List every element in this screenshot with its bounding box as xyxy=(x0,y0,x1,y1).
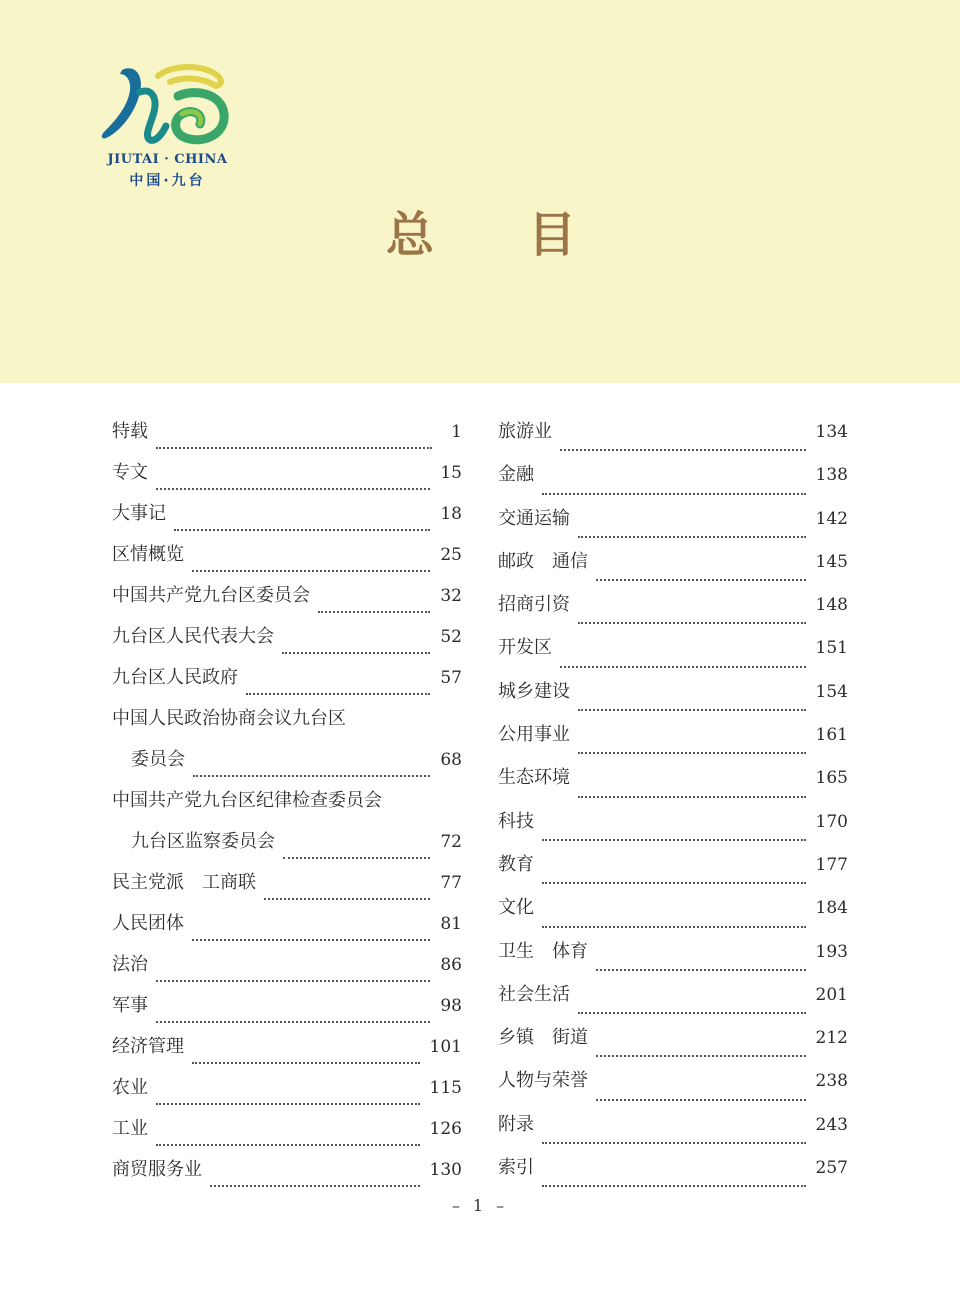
toc-entry-page: 257 xyxy=(815,1158,848,1179)
toc-entry-page: 57 xyxy=(440,668,462,688)
toc-entry-label: 卫生 体育 xyxy=(498,940,588,962)
toc-entry[interactable] xyxy=(112,947,462,988)
toc-entry[interactable] xyxy=(498,760,848,803)
toc-entry-page: 15 xyxy=(440,463,462,483)
toc-entry[interactable] xyxy=(498,717,848,760)
toc-leader-dots xyxy=(156,488,430,490)
toc-entry[interactable] xyxy=(498,414,848,457)
toc-leader-dots xyxy=(192,570,430,572)
toc-entry[interactable] xyxy=(112,742,462,783)
toc-leader-dots xyxy=(578,796,806,798)
toc-leader-dots xyxy=(596,1099,806,1101)
toc-entry[interactable] xyxy=(112,496,462,537)
toc-leader-dots xyxy=(174,529,430,531)
toc-entry[interactable] xyxy=(112,824,462,865)
toc-entry[interactable] xyxy=(498,847,848,890)
toc-leader-dots xyxy=(578,709,806,711)
toc-entry[interactable] xyxy=(112,1029,462,1070)
toc-entry[interactable] xyxy=(112,1152,462,1193)
toc-entry-page: 32 xyxy=(440,586,462,606)
toc-leader-dots xyxy=(542,493,806,495)
toc-leader-dots xyxy=(578,1012,806,1014)
toc-entry-label: 教育 xyxy=(498,853,534,875)
toc-leader-dots xyxy=(596,969,806,971)
toc-leader-dots xyxy=(156,1021,430,1023)
toc-leader-dots xyxy=(282,652,430,654)
toc-leader-dots xyxy=(578,622,806,624)
toc-leader-dots xyxy=(193,775,430,777)
toc-leader-dots xyxy=(560,666,806,668)
toc-entry-page: 161 xyxy=(815,725,848,746)
toc-entry-label: 附录 xyxy=(498,1113,534,1135)
toc-entry[interactable] xyxy=(112,783,462,824)
toc-entry-label: 九台区监察委员会 xyxy=(131,831,275,852)
toc-entry-page: 18 xyxy=(440,504,462,524)
toc-entry-page: 201 xyxy=(815,984,848,1005)
toc-entry-page: 238 xyxy=(815,1071,848,1092)
toc-entry-page: 170 xyxy=(815,811,848,832)
toc-entry[interactable] xyxy=(112,455,462,496)
toc-entry-label: 中国共产党九台区委员会 xyxy=(112,585,310,606)
page-number: – 1 – xyxy=(451,1196,509,1215)
toc-entry-label: 中国共产党九台区纪律检查委员会 xyxy=(112,790,382,811)
toc-entry-label: 生态环境 xyxy=(498,767,570,789)
toc-entry[interactable] xyxy=(498,674,848,717)
toc-entry-page: 212 xyxy=(815,1028,848,1049)
toc-entry-label: 特载 xyxy=(112,421,148,442)
toc-entry-label: 开发区 xyxy=(498,637,552,659)
toc-entry[interactable] xyxy=(112,578,462,619)
toc-entry-label: 社会生活 xyxy=(498,983,570,1005)
toc-entry[interactable] xyxy=(498,890,848,933)
toc-entry-page: 101 xyxy=(429,1037,462,1057)
toc-entry-label: 交通运输 xyxy=(498,507,570,529)
toc-entry-label: 工业 xyxy=(112,1118,148,1139)
toc-entry-page: 115 xyxy=(429,1078,462,1098)
toc-entry-label: 乡镇 街道 xyxy=(498,1027,588,1049)
toc-entry-page: 77 xyxy=(440,873,462,893)
toc-leader-dots xyxy=(156,1103,420,1105)
toc-leader-dots xyxy=(318,611,430,613)
toc-leader-dots xyxy=(283,857,430,859)
logo-chinese-text: 中国·九台 xyxy=(129,173,206,189)
toc-entry-label: 专文 xyxy=(112,462,148,483)
toc-entry-page: 98 xyxy=(440,996,462,1016)
toc-entry-page: 126 xyxy=(429,1119,462,1139)
toc-entry-label: 邮政 通信 xyxy=(498,550,588,572)
toc-entry-page: 142 xyxy=(815,508,848,529)
toc-entry-page: 72 xyxy=(440,832,462,852)
toc-entry-page: 151 xyxy=(815,638,848,659)
toc-entry-page: 25 xyxy=(440,545,462,565)
toc-leader-dots xyxy=(596,579,806,581)
toc-entry-label: 农业 xyxy=(112,1077,148,1098)
toc-entry[interactable] xyxy=(112,1070,462,1111)
toc-entry[interactable] xyxy=(112,1111,462,1152)
toc-entry-page: 184 xyxy=(815,898,848,919)
toc-entry-page: 154 xyxy=(815,681,848,702)
toc-entry-label: 中国人民政治协商会议九台区 xyxy=(112,708,346,729)
toc-entry[interactable] xyxy=(498,1063,848,1106)
toc-entry[interactable] xyxy=(112,660,462,701)
toc-entry-label: 金融 xyxy=(498,464,534,486)
toc-entry-label: 人民团体 xyxy=(112,913,184,934)
toc-entry-page: 130 xyxy=(429,1160,462,1180)
toc-entry-page: 193 xyxy=(815,941,848,962)
toc-entry-label: 科技 xyxy=(498,810,534,832)
toc-leader-dots xyxy=(192,939,430,941)
toc-entry-label: 民主党派 工商联 xyxy=(112,872,256,893)
toc-entry-page: 177 xyxy=(815,854,848,875)
toc-entry[interactable] xyxy=(498,630,848,673)
page-title-char-1: 总 xyxy=(386,207,435,263)
toc-entry-label: 九台区人民政府 xyxy=(112,667,238,688)
toc-leader-dots xyxy=(596,1055,806,1057)
toc-entry-label: 城乡建设 xyxy=(498,680,570,702)
toc-entry[interactable] xyxy=(498,501,848,544)
toc-entry[interactable] xyxy=(112,701,462,742)
toc-entry-label: 索引 xyxy=(498,1157,534,1179)
toc-entry-page: 165 xyxy=(815,768,848,789)
toc-entry-page: 52 xyxy=(440,627,462,647)
toc-entry[interactable] xyxy=(498,457,848,500)
toc-leader-dots xyxy=(156,980,430,982)
toc-entry-page: 138 xyxy=(815,465,848,486)
toc-entry-label: 九台区人民代表大会 xyxy=(112,626,274,647)
toc-entry-label: 招商引资 xyxy=(498,594,570,616)
toc-leader-dots xyxy=(542,882,806,884)
toc-leader-dots xyxy=(192,1062,420,1064)
toc-leader-dots xyxy=(156,447,432,449)
toc-entry-page: 1 xyxy=(451,422,462,442)
toc-entry[interactable] xyxy=(498,1150,848,1193)
toc-entry-page: 81 xyxy=(440,914,462,934)
toc-entry[interactable] xyxy=(498,1107,848,1150)
toc-entry-page: 134 xyxy=(815,422,848,442)
toc-entry[interactable] xyxy=(112,414,462,455)
toc-entry-page: 68 xyxy=(440,750,462,770)
page-title-char-2: 目 xyxy=(527,207,576,263)
toc-entry-label: 经济管理 xyxy=(112,1036,184,1057)
toc-entry-label: 军事 xyxy=(112,995,148,1016)
toc-leader-dots xyxy=(578,536,806,538)
toc-left-column xyxy=(112,414,462,1193)
toc-entry-label: 大事记 xyxy=(112,503,166,524)
toc-leader-dots xyxy=(560,449,806,451)
jiutai-logo xyxy=(100,62,235,192)
toc-entry[interactable] xyxy=(498,934,848,977)
toc-entry[interactable] xyxy=(112,537,462,578)
toc-entry[interactable] xyxy=(112,865,462,906)
toc-leader-dots xyxy=(578,752,806,754)
toc-entry-label: 文化 xyxy=(498,897,534,919)
jiutai-logo-mark-icon xyxy=(100,62,235,152)
toc-entry-page: 145 xyxy=(815,551,848,572)
toc-entry[interactable] xyxy=(112,906,462,947)
logo-english-text: JIUTAI · CHINA xyxy=(107,152,228,167)
toc-leader-dots xyxy=(264,898,430,900)
toc-entry-page: 148 xyxy=(815,595,848,616)
toc-entry[interactable] xyxy=(498,977,848,1020)
toc-leader-dots xyxy=(156,1144,420,1146)
page-title xyxy=(386,205,576,265)
toc-entry-label: 商贸服务业 xyxy=(112,1159,202,1180)
toc-entry-page: 86 xyxy=(440,955,462,975)
toc-entry[interactable] xyxy=(498,587,848,630)
toc-entry[interactable] xyxy=(498,804,848,847)
toc-entry-label: 委员会 xyxy=(131,749,185,770)
toc-leader-dots xyxy=(542,1185,806,1187)
toc-leader-dots xyxy=(246,693,430,695)
toc-entry-label: 区情概览 xyxy=(112,544,184,565)
toc-entry-page: 243 xyxy=(815,1114,848,1135)
toc-entry[interactable] xyxy=(498,1020,848,1063)
toc-entry-label: 旅游业 xyxy=(498,421,552,442)
toc-leader-dots xyxy=(542,1142,806,1144)
toc-entry-label: 公用事业 xyxy=(498,724,570,746)
toc-entry[interactable] xyxy=(498,544,848,587)
toc-entry-label: 法治 xyxy=(112,954,148,975)
toc-entry[interactable] xyxy=(112,988,462,1029)
toc-entry-label: 人物与荣誉 xyxy=(498,1070,588,1092)
toc-leader-dots xyxy=(542,926,806,928)
toc-leader-dots xyxy=(210,1185,420,1187)
toc-leader-dots xyxy=(542,839,806,841)
toc-entry[interactable] xyxy=(112,619,462,660)
toc-right-column xyxy=(498,414,848,1193)
